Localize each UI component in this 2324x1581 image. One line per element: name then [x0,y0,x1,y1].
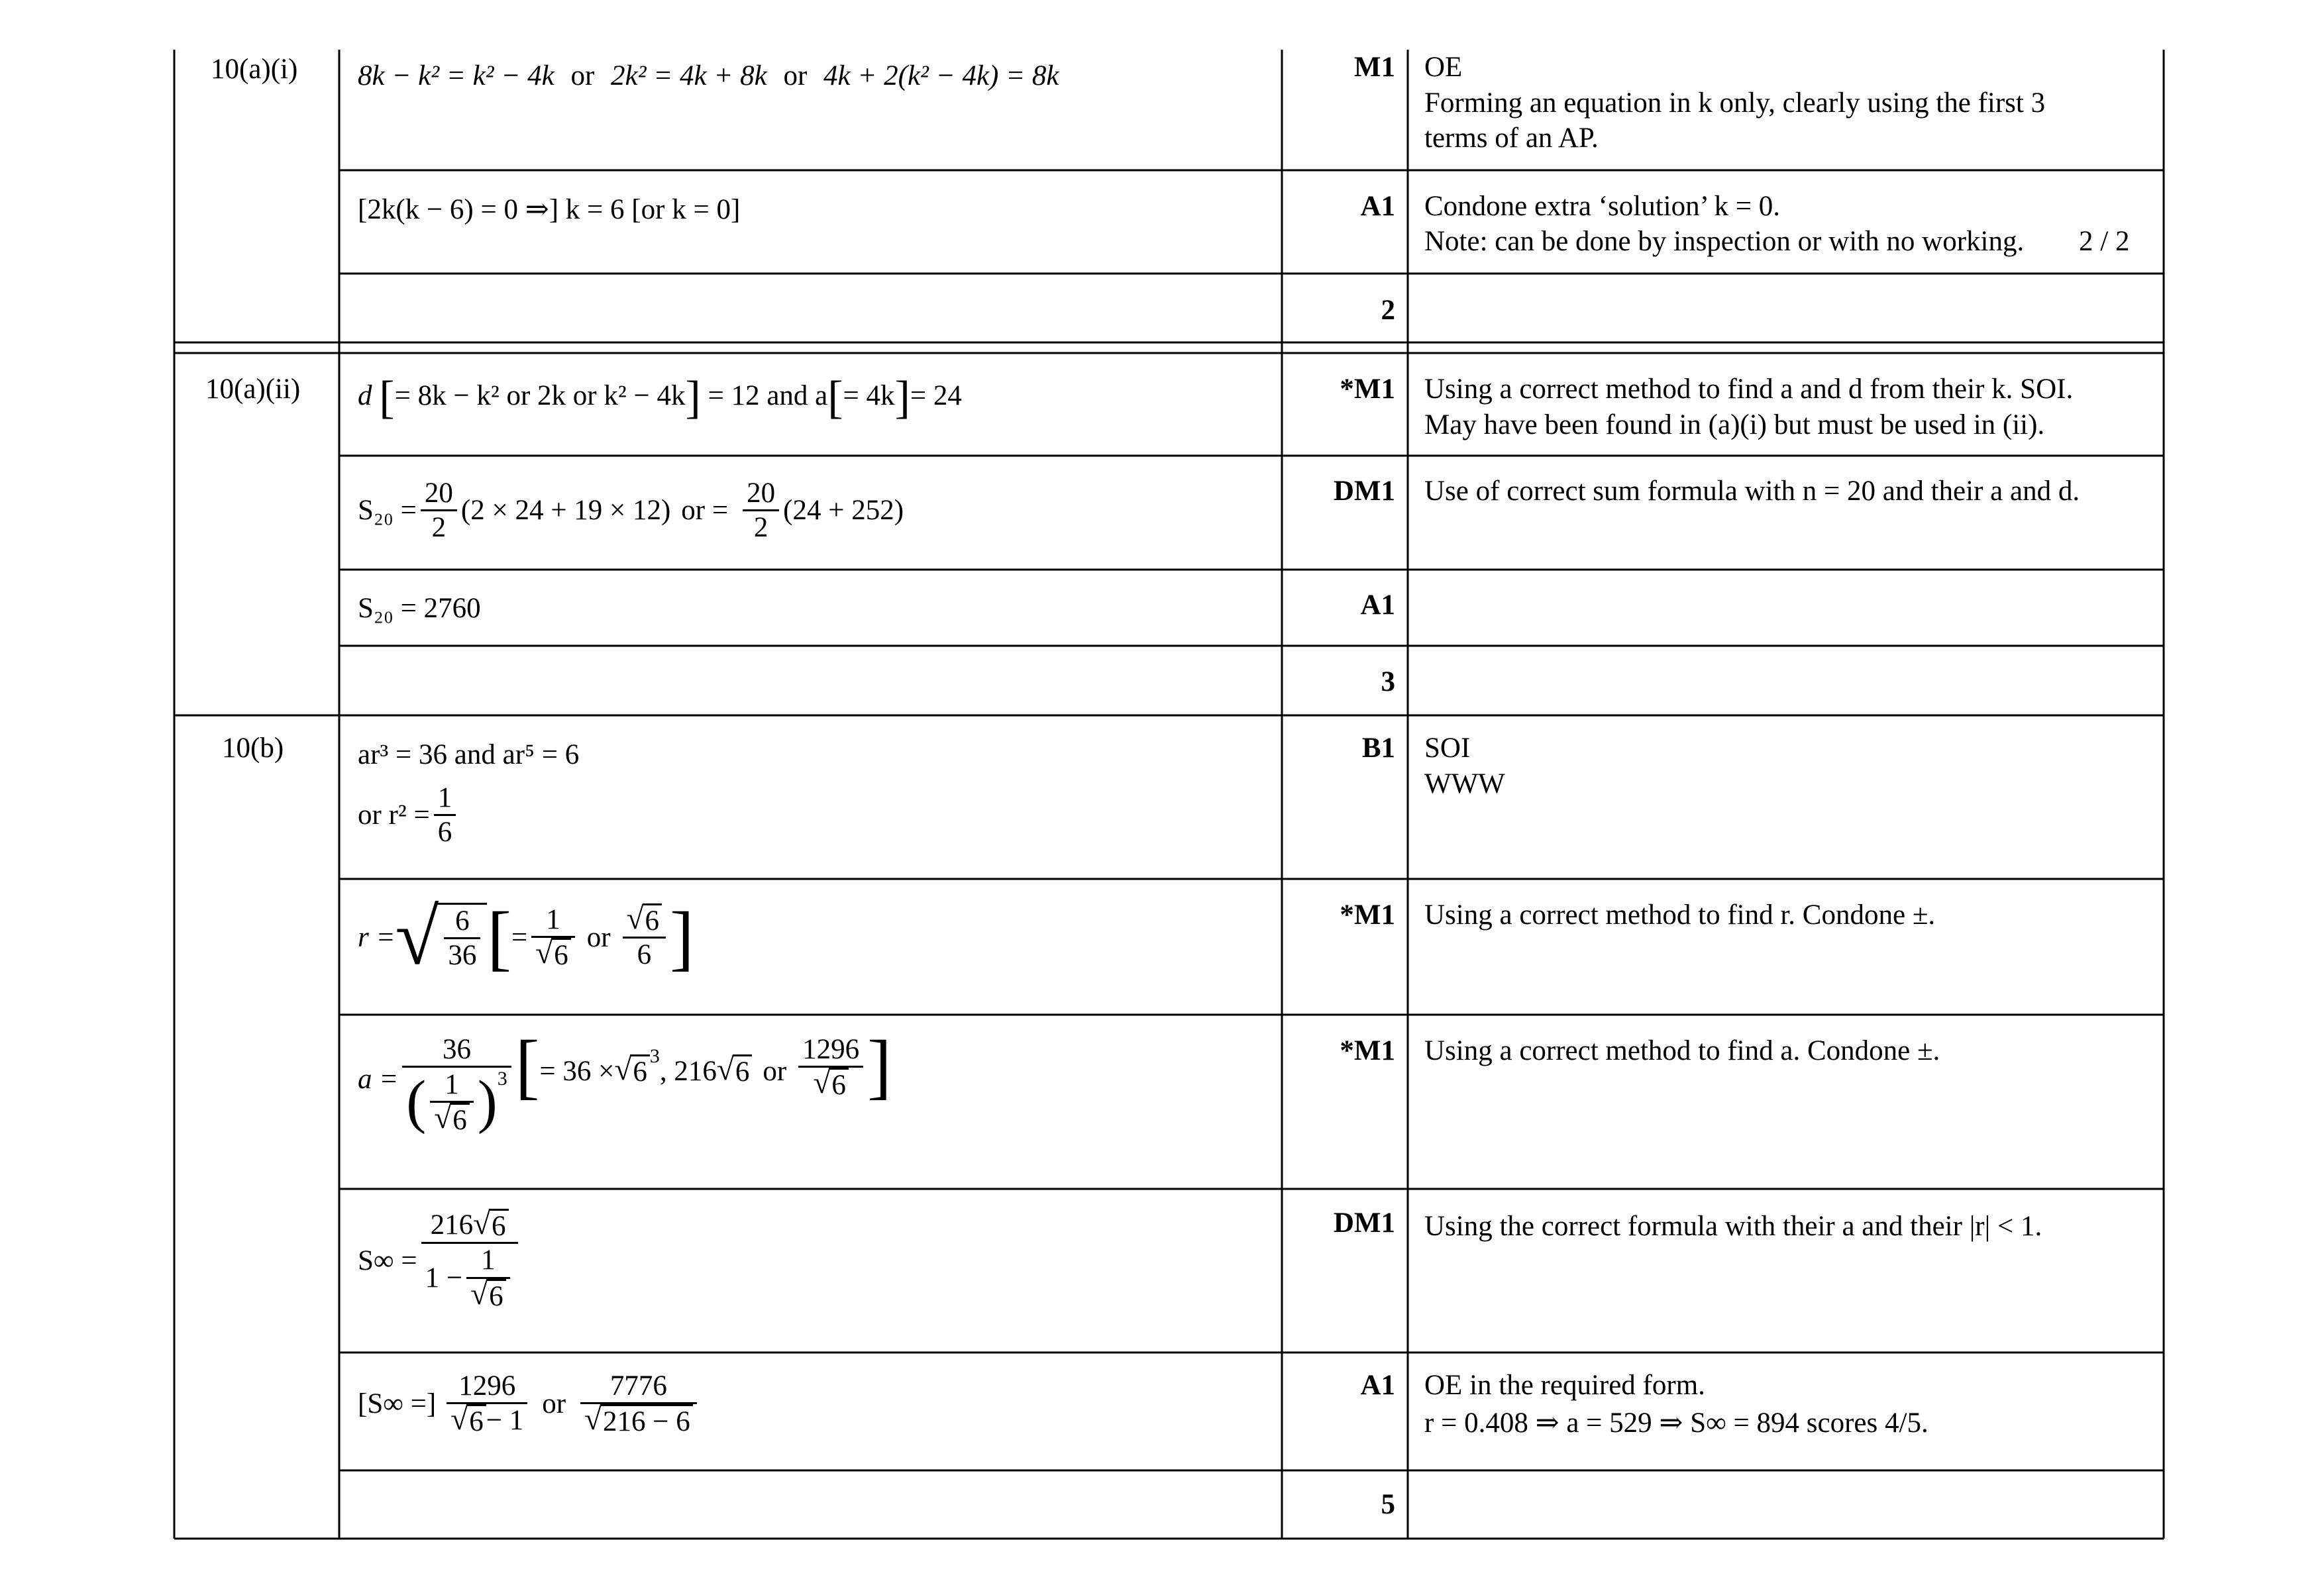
question-label: 10(a)(ii) [205,374,301,405]
fraction [402,1033,511,1137]
answer-cell [358,62,1059,90]
connector-text: or [763,1056,787,1087]
mark-label: A1 [1360,1370,1395,1401]
answer-cell: ar³ = 36 and ar⁵ = 6 [358,739,580,770]
numerator: 20 [424,478,453,509]
guidance-line: OE [1424,52,1463,83]
answer-cell [358,1025,892,1137]
numerator: 1 [546,903,560,935]
guidance-line: Using a correct method to find r. Condone ±. [1424,899,1936,931]
denominator: 2 [431,512,447,544]
guidance-line: Condone extra ‘solution’ k = 0. [1424,191,1780,222]
equation: 8k − k² = k² − 4k [358,60,555,91]
question-label: 10(a)(i) [211,54,298,85]
answer-cell [358,893,694,981]
total-marks: 5 [1381,1489,1395,1520]
mark-label: *M1 [1340,374,1395,405]
denominator: √ 6 [466,1279,509,1312]
total-marks: 2 [1381,295,1395,326]
guidance-line: r = 0.408 ⇒ a = 529 ⇒ S∞ = 894 scores 4/5. [1424,1407,1928,1439]
numerator: 216 √ 6 [427,1209,513,1242]
fraction [798,1033,863,1101]
answer-cell [358,1209,522,1312]
expression: a = [358,1064,399,1095]
denominator: 2 [753,512,768,544]
denominator: 6 [637,939,652,970]
expression: = 8k − k² or 2k or k² − 4k [394,380,686,411]
guidance-line: Using a correct method to find a and d from their k. SOI. [1424,374,2074,405]
denominator: √ 216 − 6 [580,1404,697,1437]
bracket-glyph: [ [515,1025,540,1106]
mark-label: M1 [1353,52,1395,83]
connector-text: or [783,60,808,91]
bracket-glyph: [ [487,897,512,978]
numerator: 1296 [802,1034,860,1065]
equation: 4k + 2(k² − 4k) = 8k [823,60,1059,91]
answer-cell [358,477,904,544]
radicand [437,903,487,972]
connector-text: or = [681,495,729,527]
mark-label: DM1 [1333,476,1395,507]
exponent: 3 [649,1045,660,1067]
mark-label: B1 [1361,733,1395,764]
variable: d [358,380,372,411]
numerator: 6 [455,905,470,937]
denominator: 6 [437,817,452,848]
guidance-line: Using the correct formula with their a and their |r| < 1. [1424,1211,2042,1242]
expression: = 4k [843,380,895,411]
square-root: √ 6 [717,1054,752,1088]
answer-cell [358,372,962,423]
bracket-glyph: [ [827,372,843,423]
denominator: √ 6 [809,1068,852,1101]
numerator: 20 [747,478,776,509]
guidance-line: Forming an equation in k only, clearly using the first 3 [1424,87,2046,119]
numerator: 1 [445,1068,459,1100]
bracket-glyph: [ [379,372,395,423]
fraction [444,905,480,972]
guidance-line: May have been found in (a)(i) but must be used in (ii). [1424,409,2045,440]
denominator: 1 − 1 √ 6 [421,1244,518,1312]
bracket-glyph: ] [867,1025,892,1106]
expression: = [511,921,528,953]
expression: = 12 and a [708,380,828,411]
numerator: 1 [437,782,452,813]
expression: = 36 × [539,1056,615,1087]
guidance-line: SOI [1424,733,1471,764]
expression: S∞ = [358,1245,417,1276]
denominator: √ 6 [430,1103,473,1136]
fraction [434,782,456,849]
expression: , 216 [659,1056,717,1087]
expression: (2 × 24 + 19 × 12) [460,495,671,527]
fraction [466,1244,509,1312]
expression: = 24 [910,380,962,411]
denominator: 36 [448,940,477,971]
question-label: 10(b) [222,733,284,764]
fraction [421,477,457,544]
numerator: 7776 [609,1370,667,1402]
square-root: √ 6 [614,1054,649,1088]
mark-label: *M1 [1340,899,1395,931]
mark-label: DM1 [1333,1207,1395,1239]
answer-cell [358,1370,701,1438]
numerator: 36 [443,1034,471,1065]
expression: S₂₀ = [358,495,417,527]
answer-cell [358,782,460,849]
bracket-glyph: ] [670,897,694,978]
square-root [395,893,488,981]
expression: or r² = [358,799,430,831]
fraction [421,1209,518,1312]
guidance-line: WWW [1424,768,1505,799]
guidance-line: Using a correct method to find a. Condone ±. [1424,1035,1940,1066]
fraction [743,477,779,544]
expression: (24 + 252) [783,495,904,527]
connector-text: or [542,1388,566,1419]
root-sign: √ [395,893,439,981]
expression: r = [358,921,396,953]
expression: [S∞ =] [358,1388,437,1419]
fraction [623,903,666,972]
denominator: √ 6 − 1 [450,1402,524,1438]
guidance-line: Use of correct sum formula with n = 20 and their a and d. [1424,476,2080,507]
answer-cell: [2k(k − 6) = 0 ⇒] k = 6 [or k = 0] [358,194,741,225]
mark-label: *M1 [1340,1035,1395,1066]
connector-text: or [570,60,595,91]
exponent: 3 [497,1068,507,1090]
fraction [531,903,574,972]
score-note: 2 / 2 [2079,226,2130,257]
guidance-line: Note: can be done by inspection or with no working. [1424,226,2025,257]
denominator: √ 6 [531,938,574,971]
numerator: 1296 [458,1370,516,1402]
bracket-glyph: ] [685,372,701,423]
mark-label: A1 [1360,589,1395,621]
fraction [580,1370,697,1438]
connector-text: or [586,921,611,953]
guidance-line: terms of an AP. [1424,123,1599,154]
guidance-line: OE in the required form. [1424,1370,1705,1401]
fraction [447,1370,527,1438]
numerator: 1 [481,1245,496,1276]
answer-cell: S₂₀ = 2760 [358,593,481,624]
bracket-glyph: ] [894,372,910,423]
equation: 2k² = 4k + 8k [611,60,767,91]
total-marks: 3 [1381,666,1395,697]
fraction [430,1068,473,1137]
denominator: ( 1 √ 6 ) 3 [406,1068,507,1137]
mark-label: A1 [1360,191,1395,222]
numerator: √ 6 [623,903,666,937]
